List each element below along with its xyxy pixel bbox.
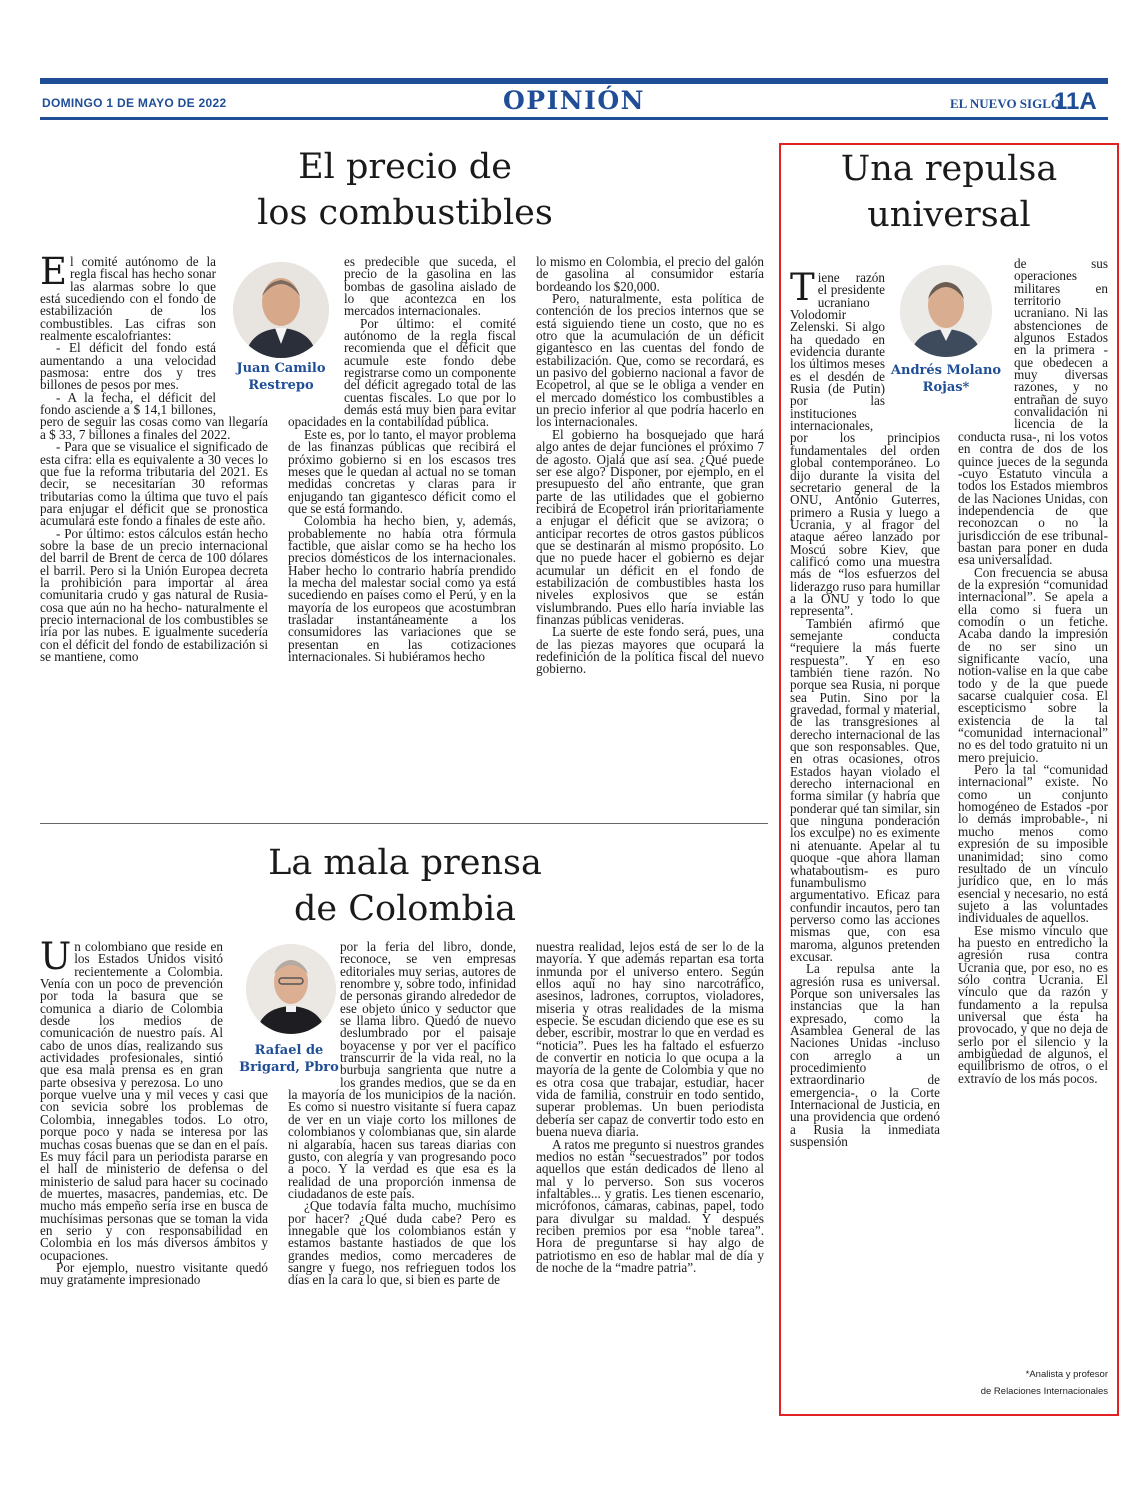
article2-column1 <box>40 935 268 1411</box>
article1-para: lo mismo en Colombia, el precio del galón de gasolina al consumidor estaría bordeando los $20,000. <box>536 254 764 294</box>
author-footnote <box>930 1366 1108 1400</box>
article1-para: El gobierno ha bosquejado que hará algo antes de dejar funciones el próximo 7 de agosto. Ojalá que así sea. ¿Qué puede ser ese algo? Disponer, por ejemplo, en el presupuesto del año entrante, que gran parte de las utilidades que el gobierno recibirá de Ecopetrol irán prioritariamente a enjugar el déficit que se avizora; o anticipar recortes de otros gastos públicos que se destinarán al mismo propósito. Lo que no puede hacer el gobierno es dejar acumular un déficit en el fondo de estabilización de combustibles hasta los niveles explosivos que se están vislumbrando. Pues ello haría inviable las finanzas públicas venideras. <box>536 426 764 627</box>
article1-column3 <box>536 256 764 811</box>
footnote-line1: *Analista y profesor <box>1025 1369 1108 1380</box>
article1-title <box>40 144 770 236</box>
article3-column1 <box>790 266 940 1404</box>
article2-title <box>40 840 770 932</box>
header-top-rule <box>40 78 1108 84</box>
dropcap: U <box>40 935 72 978</box>
article2-para: por la feria del libro, donde, reconoce, se ven empresas editoriales muy serias, autores de renombre y, sobre todo, infinidad de personas girando alrededor de ese objeto único y seductor que se llama libro. Quedó de nuevo deslumbrado por el paisaje boyacense y por ver el pacífico transcurrir de la vida real, no la burbuja sangrienta que nutre a los grandes medios, que se da en la mayoría de los municipios de la nación. Es como si nuestro visitante sí fuera capaz de ver en un viaje corto los millones de colombianos y colombianas que, sin alarde ni algarabía, hacen sus tareas diarias con gusto, con alegría y van progresando poco a poco. Y la verdad es que esa es la realidad de una proporción inmensa de ciudadanos de este país. <box>288 939 516 1201</box>
article2-author-line2: Brigard, Pbro <box>239 1060 339 1075</box>
article3-author-line2: Rojas* <box>922 380 970 395</box>
article3-title-line2: universal <box>867 195 1031 235</box>
article1-title-line2: los combustibles <box>257 193 553 233</box>
newspaper-brand: EL NUEVO SIGLO <box>950 96 1061 111</box>
dropcap: T <box>790 266 815 309</box>
article2-para: nuestra realidad, lejos está de ser lo de la mayoría. Y que además repartan esa torta inmunda por el universo entero. Según ellos aquí no hay sino narcotráfico, asesinos, ladrones, corruptos, violadores, miseria y otras realidades de la misma especie. Se escudan diciendo que ese es su deber, escribir, mostrar lo que en verdad es “noticia”. Pues les ha faltado el esfuerzo de convertir en noticia lo que ocupa a la mayoría de la gente de Colombia y que no es otra cosa que trabajar, estudiar, hacer vida de familia, construir en todo sentido, superar problemas. Un buen periodista debería ser capaz de convertir todo esto en buena nueva diaria. <box>536 939 764 1140</box>
article2-para: n colombiano que reside en los Estados Unidos visitó recientemente a Colombia. Venía con un poco de prevención por toda la basura que se comunica a diario de Colombia desde los medios de comunicación de nuestro país. Al cabo de unos días, realizando sus actividades profesionales, sintió que esa mala prensa es en gran parte obsesiva y perezosa. Lo uno porque vuelve una y mil veces y casi que con sevicia sobre los problemas de Colombia, innegables todos. Lo otro, porque poco y nada se interesa por las muchas cosas buenas que se dan en el país. Es muy fácil para un periodista pararse en el hall de ministerio de defensa o del ministerio de salud para hacer su cocinado de muertes, masacres, pandemias, etc. De mucho más empeño sería irse en busca de muchísimas personas que se toman la vida en serio y con responsabilidad en Colombia en los más diversos ámbitos y ocupaciones. <box>40 939 268 1263</box>
article2-column2 <box>288 941 516 1411</box>
article3-para: Pero la tal “comunidad internacional” existe. No como un conjunto homogéneo de Estados -por lo demás improbable-, ni mucho menos como expresión de su imposible unanimidad; sino como resultado de un vínculo jurídico que, en lo más esencial y necesario, no está sujeto a las voluntades individuales de aquellos. <box>958 762 1108 926</box>
article3-column2 <box>958 258 1108 1368</box>
article1-para: Este es, por lo tanto, el mayor problema de las finanzas públicas que recibirá el próximo gobierno si en los escasos tres meses que le quedan al actual no se toman medidas concretas y claras para ir enjugando tan gigantesco déficit como el que se está formando. <box>288 426 516 516</box>
article3-title <box>782 146 1116 238</box>
article2-author-line1: Rafael de <box>254 1043 324 1058</box>
article1-column2 <box>288 256 516 811</box>
article1-title-line1: El precio de <box>298 147 512 187</box>
article3-para: La repulsa ante la agresión rusa es universal. Porque son universales las instancias que la han expresado, como la Asamblea General de las Naciones Unidas -incluso con arreglo a un procedimiento extraordinario de emergencia-, o la Corte Internacional de Justicia, en una providencia que ordenó a Rusia la inmediata suspensión <box>790 961 940 1150</box>
article1-para: l comité autónomo de la regla fiscal has hecho sonar las alarmas sobre lo que está sucediendo con el fondo de estabilización de los combustibles. Las cifras son realmente escalofriantes: <box>40 254 216 344</box>
article2-para: A ratos me pregunto si nuestros grandes medios no están “secuestrados” por todos aquellos que están dedicados de lleno al mal y lo perverso. Son sus voceros infaltables... y gratis. Les tienen escenario, micrófonos, cámaras, cabinas, papel, todo para divulgar su maldad. Y después reciben premios por esa “noble tarea”. Hora de preguntarse si hay algo de patriotismo en eso de hablar mal de día y de noche de la “madre patria”. <box>536 1136 764 1275</box>
article1-para: Por último: el comité autónomo de la regla fiscal recomienda que el déficit que acumule este fondo debe registrarse como un componente del déficit agregado total de las cuentas fiscales. Lo que por lo demás está muy bien para evitar opacidades en la contabilidad pública. <box>288 315 516 430</box>
article3-para: de sus operaciones militares en territorio ucraniano. Ni las abstenciones de algunos Estados en la primera -que obedecen a muy diversas razones, y no entrañan de suyo convalidación ni licencia de la conducta rusa-, ni los votos en contra de dos de los quince jueces de la segunda -cuyo Estatuto vincula a todos los Estados miembros de las Naciones Unidas, con independencia de que reconozcan o no la jurisdicción de ese tribunal- bastan para poner en duda esa universalidad. <box>958 256 1108 568</box>
article3-para: Ese mismo vínculo que ha puesto en entredicho la agresión rusa contra Ucrania que, por eso, no es sólo contra Ucrania. El vínculo que da razón y fundamento a la repulsa universal que ésta ha provocado, y que no deja de serlo por el silencio y la ambigüedad de algunos, el equilibrismo de otros, o el extravío de los más pocos. <box>958 922 1108 1086</box>
page-number: 11A <box>1054 88 1097 115</box>
article2-para: Por ejemplo, nuestro visitante quedó muy gratamente impresionado <box>40 1259 268 1288</box>
article3-title-line1: Una repulsa <box>840 149 1058 189</box>
article3-para: iene razón el presidente ucraniano Volodomir Zelenski. Si algo ha quedado en evidencia durante los últimos meses es el desdén de Rusia (de Putin) por las instituciones internacionales, por los principios fundamentales del orden global contemporáneo. Lo dijo durante la visita del secretario general de la ONU, António Guterres, primero a Rusia y luego a Ucrania, y al fragor del ataque aéreo lanzado por Moscú sobre Kiev, que calificó como una muestra más de “los esfuerzos del liderazgo ruso para humillar a la ONU y todo lo que representa”. <box>790 270 940 619</box>
article3-author-line1: Andrés Molano <box>890 363 1002 378</box>
article1-author-line1: Juan Camilo <box>236 361 326 376</box>
header-bottom-rule <box>40 117 1108 120</box>
issue-date: DOMINGO 1 DE MAYO DE 2022 <box>42 96 227 110</box>
article1-author-line2: Restrepo <box>248 378 314 393</box>
article1-para: - El déficit del fondo está aumentando a una velocidad pasmosa: entre dos y tres billones de pesos por mes. <box>40 340 216 393</box>
footnote-line2: de Relaciones Internacionales <box>980 1386 1108 1397</box>
article1-para: Pero, naturalmente, esta política de contención de los precios internos que se está siguiendo tiene un costo, que no es otro que la acumulación de un déficit gigantesco en las cuentas del fondo de estabilización. Que, como se recordará, es un pasivo del gobierno nacional a favor de Ecopetrol, al que se le obliga a vender en el mercado doméstico los combustibles a un precio inferior al que podría hacerlo en los internacionales. <box>536 291 764 430</box>
article3-para: Con frecuencia se abusa de la expresión “comunidad internacional”. Se apela a ella como si fuera un comodín o un fetiche. Acaba dando la impresión de no ser sino un significante vacío, una notion-valise en la que cabe todo y de la que puede sacarse cualquier cosa. El escepticismo sobre la existencia de la tal “comunidad internacional” no es del todo gratuito ni un mero prejuicio. <box>958 564 1108 765</box>
article2-title-line2: de Colombia <box>293 889 516 929</box>
article1-para: es predecible que suceda, el precio de la gasolina en las bombas de gasolina aislado de lo que acontezca en los mercados internacionales. <box>344 254 516 319</box>
article1-column1 <box>40 250 268 811</box>
article2-title-line1: La mala prensa <box>268 843 542 883</box>
article1-para: La suerte de este fondo será, pues, una de las piezas mayores que ocupará la redefinición de la política fiscal del nuevo gobierno. <box>536 624 764 677</box>
article1-para: Colombia ha hecho bien, y, además, probablemente no había otra fórmula factible, que aislar como se ha hecho los precios domésticos de los internacionales. Haber hecho lo contrario habría prendido la mecha del malestar social como ya está sucediendo en países como el Perú, y en la mayoría de los europeos que acostumbran trasladar instantáneamente a los consumidores las variaciones que se presentan en las cotizaciones internacionales. Si hubiéramos hecho <box>288 513 516 664</box>
article2-para: ¿Que todavía falta mucho, muchísimo por hacer? ¿Qué duda cabe? Pero es innegable que los colombianos están y estamos bastante hastiados de que los grandes medios, como mercaderes de sangre y fuego, nos refrieguen todos los días en la cara lo que, si bien es parte de <box>288 1198 516 1288</box>
article1-para: - Para que se visualice el significado de esta cifra: ella es equivalente a 30 veces lo que fue la reforma tributaria del 2021. Es decir, se necesitarían 30 reformas tributarias como la última que tuvo el país para enjugar el déficit que se pronostica acumulará este fondo a finales de este año. <box>40 439 268 529</box>
article3-para: También afirmó que semejante conducta “requiere la más fuerte respuesta”. Y en eso también tiene razón. No porque sea Rusia, ni porque sea Putin. Sino por la gravedad, formal y material, de las transgresiones al derecho internacional de las que son responsables. Que, en otras ocasiones, otros Estados hayan violado el derecho internacional en forma similar (y habría que ponderar qué tan similar, sin que ninguna ponderación los exculpe) no es eximente ni atenuante. Apelar al tu quoque -que ahora llaman whataboutism- es puro funambulismo argumentativo. Eficaz para confundir incautos, pero tan perverso como las acciones mismas que, con esa maroma, algunos pretenden excusar. <box>790 615 940 964</box>
dropcap: E <box>40 250 68 293</box>
article-divider <box>40 823 768 824</box>
article1-para: - Por último: estos cálculos están hecho sobre la base de un precio internacional del barril de Brent de cerca de 100 dólares el barril. Pero si la Unión Europea decreta la prohibición para importar al área comunitaria crudo y gas natural de Rusia- cosa que aún no ha hecho- naturalmente el precio internacional de los combustibles se iría por las nubes. E igualmente sucedería con el déficit del fondo de estabilización si se mantiene, como <box>40 525 268 664</box>
article1-para: - A la fecha, el déficit del fondo asciende a $ 14,1 billones, pero de seguir las cosas como van llegaría a $ 33, 7 billones a finales del 2022. <box>40 389 268 442</box>
article2-column3 <box>536 941 764 1411</box>
section-title: OPINIÓN <box>503 86 645 115</box>
